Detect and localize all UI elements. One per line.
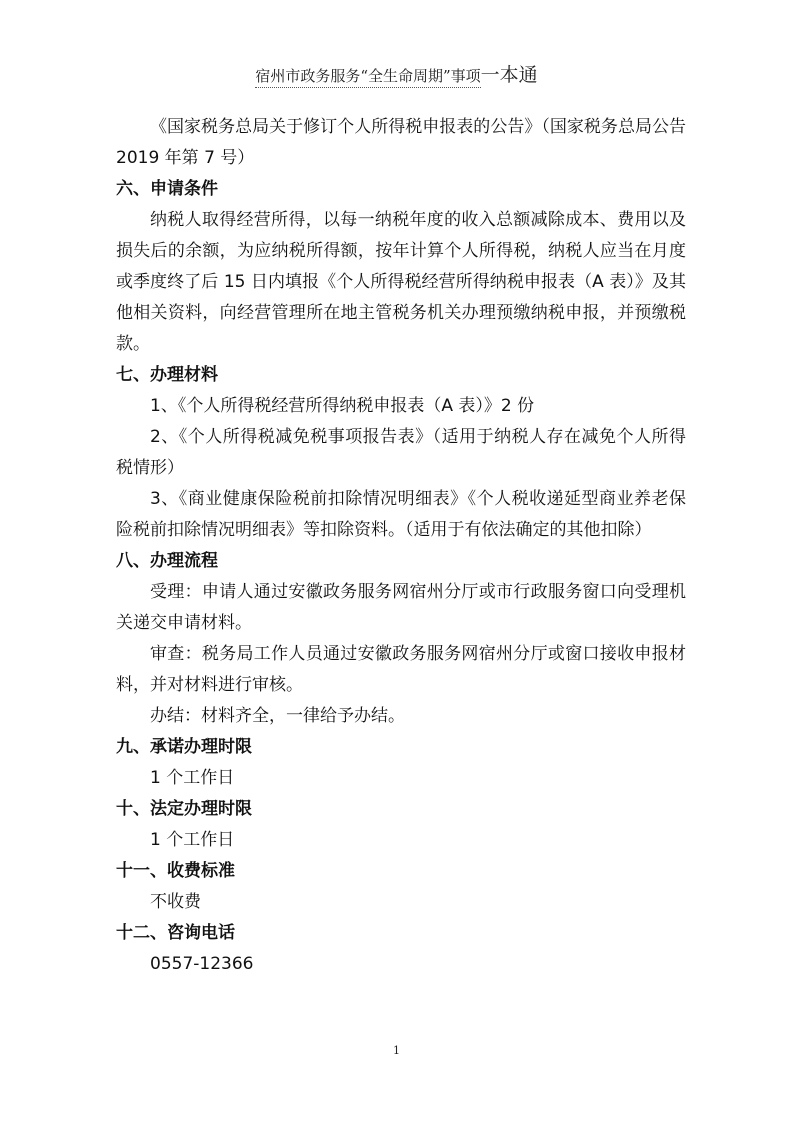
section-heading-conditions: 六、申请条件 bbox=[116, 179, 218, 199]
page-header bbox=[0, 60, 793, 87]
material-item-3: 3、《商业健康保险税前扣除情况明细表》《个人税收递延型商业养老保险税前扣除情况明细表》等扣除资料。（适用于有依法确定的其他扣除） bbox=[116, 489, 686, 540]
section-heading-legal-time: 十、法定办理时限 bbox=[116, 799, 252, 819]
process-step-accept: 受理：申请人通过安徽政务服务网宿州分厅或市行政服务窗口向受理机关递交申请材料。 bbox=[116, 582, 686, 633]
section-heading-materials: 七、办理材料 bbox=[116, 365, 218, 385]
material-item-2: 2、《个人所得税减免税事项报告表》（适用于纳税人存在减免个人所得税情形） bbox=[116, 427, 686, 478]
section-heading-fee: 十一、收费标准 bbox=[116, 861, 235, 881]
conditions-paragraph: 纳税人取得经营所得，以每一纳税年度的收入总额减除成本、费用以及损失后的余额，为应纳税所得额，按年计算个人所得税，纳税人应当在月度或季度终了后 15 日内填报《个人所得税经营所得纳税申报表（A 表）》及其他相关资料，向经营管理所在地主管税务机关办理预缴纳税申报，并预缴税款。 bbox=[116, 210, 686, 354]
legal-time-value: 1 个工作日 bbox=[150, 830, 235, 850]
material-item-1: 1、《个人所得税经营所得纳税申报表（A 表）》2 份 bbox=[150, 396, 535, 416]
process-step-complete: 办结：材料齐全，一律给予办结。 bbox=[150, 706, 405, 726]
section-heading-promise-time: 九、承诺办理时限 bbox=[116, 737, 252, 757]
header-title: 宿州市政务服务“全生命周期”事项 bbox=[255, 67, 480, 88]
fee-value: 不收费 bbox=[150, 892, 201, 912]
promise-time-value: 1 个工作日 bbox=[150, 768, 235, 788]
process-step-review: 审查：税务局工作人员通过安徽政务服务网宿州分厅或窗口接收申报材料，并对材料进行审核。 bbox=[116, 644, 686, 695]
document-body bbox=[116, 112, 686, 980]
section-heading-phone: 十二、咨询电话 bbox=[116, 923, 235, 943]
phone-value: 0557-12366 bbox=[150, 954, 254, 974]
section-heading-process: 八、办理流程 bbox=[116, 551, 218, 571]
header-title-suffix: 一本通 bbox=[480, 64, 538, 86]
intro-paragraph: 《国家税务总局关于修订个人所得税申报表的公告》（国家税务总局公告 2019 年第 7 号） bbox=[116, 117, 686, 168]
page-number: 1 bbox=[393, 1044, 400, 1057]
